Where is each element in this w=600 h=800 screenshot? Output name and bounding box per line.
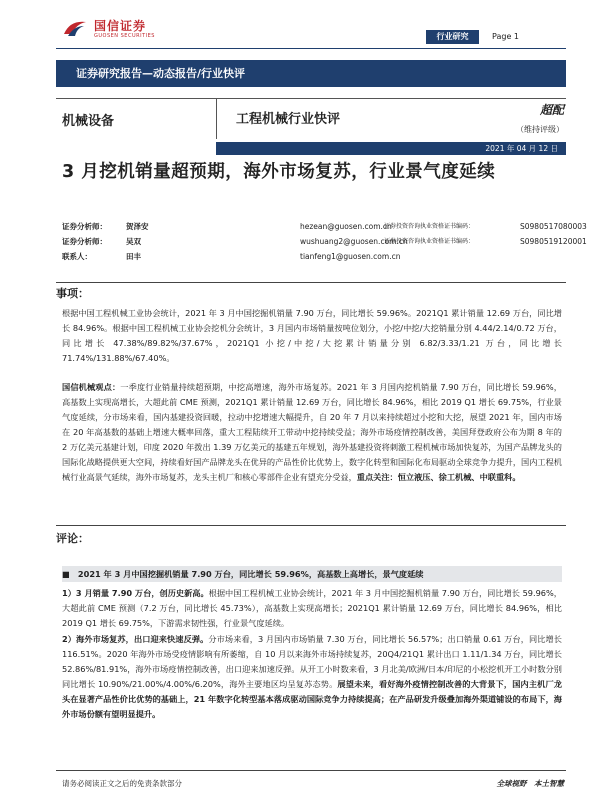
sector-name: 机械设备: [62, 114, 115, 129]
license-number: S0980517080003: [520, 222, 587, 231]
analyst-email[interactable]: hezean@guosen.com.cn: [300, 222, 392, 231]
section-rule: [56, 282, 566, 283]
contact-name: 田丰: [126, 252, 141, 261]
analyst-row: [62, 235, 587, 249]
comment-heading: 评论：: [56, 532, 89, 545]
license-label: 证券投资咨询执业资格证书编码：: [384, 223, 475, 230]
page-label: Page: [492, 32, 512, 41]
point-1-text: 根据中国工程机械工业协会统计，2021 年 3 月中国挖掘机销量 7.90 万台，同比增长 59.96%，大超此前 CME 预测（7.2 万台，同比增长 45.73%），高基数上实现高增长；2021Q1 累计销量 12.69 万台，同比增长 84.96%，相比 2019 Q1 增长 69.75%，下游需求韧性强，行业景气度延续。: [62, 588, 562, 628]
point-2-text: 分市场来看，3 月国内市场销量 7.30 万台，同比增长 56.57%；出口销量 0.61 万台，同比增长 116.51%。2020 年海外市场受疫情影响有所萎缩，自 10 月以来海外市场持续复苏，20Q4/21Q1 累计出口 1.11/1.34 万台，同比增长 52.86%/81.91%，海外市场疫情控制改善，出口迎来加速反弹。从开工小时数来看，3 月北美/欧洲/日本/印尼的小松挖机开工小时数分别同比增长 10.90%/21.00%/4.00%/6.20%，海外主要地区均呈复苏态势。: [62, 634, 562, 689]
view-text: 一季度行业销量持续超预期，中挖高增速，海外市场复苏。2021 年 3 月国内挖机销量 7.90 万台，同比增长 59.96%，高基数上实现高增长，大超此前 CME 预测，2021Q1 累计销量 12.69 万台，同比增长 84.96%，相比 2019 Q1 增长 69.75%，行业景气度延续，分市场来看，国内基建投资回暖，拉动中挖增速大幅提升，自 20 年 7 月以来持续超过小挖和大挖，展望 2021 年，国内市场在 20 年高基数的基础上增速大概率回落，重大工程陆续开工带动中挖持续受益；海外市场疫情控制改善，美国拜登政府公布为期 8 年的 2 万亿美元基建计划，印度 2020 年拨出 1.39 万亿美元的基建五年规划，海外基建投资将刺激工程机械市场加快复苏，为国产品牌龙头的国际化战略提供更大空间，持续看好国产品牌龙头在优异的产品性价比优势上，数字化转型和国际化布局驱动全球竞争力提升，国内工程机械行业高景气延续，海外市场复苏，龙头主机厂和核心零部件企业有望充分受益，: [62, 382, 562, 482]
page-indicator: [492, 30, 519, 44]
view-paragraph: [62, 380, 562, 485]
contact-row: [62, 250, 566, 264]
section-rule: [56, 525, 566, 526]
focus-stocks: 重点关注：恒立液压、徐工机械、中联重科。: [356, 472, 521, 482]
analyst-name: 吴双: [126, 237, 141, 246]
analyst-role: 证券分析师：: [62, 222, 107, 231]
view-label: 国信机械观点：: [62, 382, 121, 392]
footer-slogan: 全球视野 本土智慧: [496, 779, 564, 788]
point-1-lead: 1）3 月销量 7.90 万台，创历史新高。: [62, 588, 209, 598]
brand-logo-icon: [62, 18, 88, 38]
vertical-divider: [216, 99, 217, 139]
events-paragraph: 根据中国工程机械工业协会统计，2021 年 3 月中国挖掘机销量 7.90 万台，同比增长 59.96%。2021Q1 累计销量 12.69 万台，同比增长 84.96%。根据中国工程机械工业协会挖机分会统计，3 月国内市场销量按吨位划分，小挖/中挖/大挖销量分别 4.44/2.14/0.72 万台，同比增长 47.38%/89.82%/37.67%，2021Q1 小挖/中挖/大挖累计销量分别 6.82/3.33/1.21 万台，同比增长 71.74%/131.88%/67.40%。: [62, 308, 562, 363]
point-2-paragraph: [62, 632, 562, 722]
section-divider: [56, 98, 566, 99]
page-number: 1: [513, 32, 520, 41]
rating-note: （维持评级）: [516, 125, 564, 134]
point-2-lead: 2）海外市场复苏，出口迎来快速反弹。: [62, 634, 209, 644]
report-title: 工程机械行业快评: [236, 112, 341, 127]
headline: 3 月挖机销量超预期，海外市场复苏，行业景气度延续: [62, 162, 496, 182]
contact-email[interactable]: tianfeng1@guosen.com.cn: [300, 252, 401, 261]
analyst-name: 贺泽安: [126, 222, 149, 231]
report-date: 2021 年 04 月 12 日: [216, 142, 566, 155]
report-type-badge: 行业研究: [426, 30, 479, 44]
contact-role: 联系人：: [62, 252, 92, 261]
point-1-paragraph: [62, 586, 562, 631]
highlight-bar: ■ 2021 年 3 月中国挖掘机销量 7.90 万台，同比增长 59.96%，高基数上高增长，景气度延续: [62, 566, 562, 582]
license-label: 证券投资咨询执业资格证书编码：: [384, 238, 475, 245]
brand-name-en: GUOSEN SECURITIES: [94, 33, 155, 39]
license-number: S0980519120001: [520, 237, 587, 246]
disclaimer-note: 请务必阅读正文之后的免责条款部分: [62, 779, 182, 788]
header-divider: [56, 48, 566, 49]
analyst-row: [62, 220, 587, 234]
point-2-outlook: 展望未来，看好海外疫情控制改善的大背景下，国内主机厂龙头在显著产品性价比优势的基础上，21 年数字化转型基本落成驱动国际竞争力持续提高；在产品研发升级叠加海外渠道铺设的布局下，海外市场份额有望明显提升。: [62, 679, 562, 719]
brand-name: 国信证券: [94, 19, 147, 33]
report-category-banner: 证券研究报告—动态报告/行业快评: [56, 60, 566, 87]
footer-rule: [56, 770, 566, 771]
events-heading: 事项：: [56, 287, 89, 300]
analyst-role: 证券分析师：: [62, 237, 107, 246]
analyst-email[interactable]: wushuang2@guosen.com.cn: [300, 237, 408, 246]
rating: 超配: [539, 103, 564, 117]
